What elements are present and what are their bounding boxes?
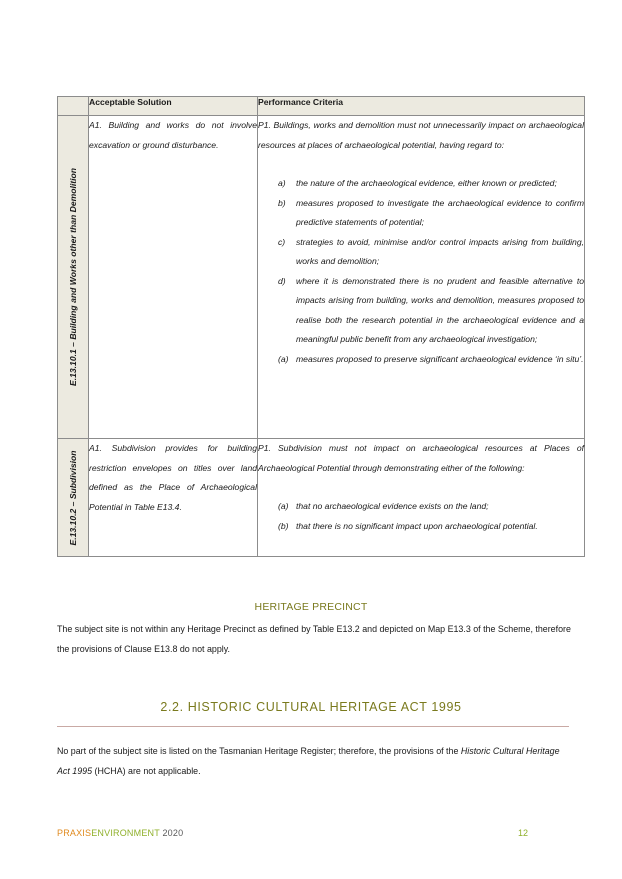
list-item-text: measures proposed to investigate the archaeological evidence to confirm predictive statements of potential; — [296, 197, 584, 227]
list-item-text: that there is no significant impact upon archaeological potential. — [296, 520, 538, 531]
list-item — [258, 194, 584, 233]
section-body-end: (HCHA) are not applicable. — [92, 765, 201, 776]
list-marker: b) — [278, 197, 286, 208]
list-item-text: measures proposed to preserve significant archaeological evidence ‘in situ’. — [296, 353, 584, 364]
list-marker: (b) — [278, 520, 289, 531]
acceptable-solution-cell — [89, 439, 258, 557]
header-acceptable-solution: Acceptable Solution — [89, 97, 258, 116]
act-name: Historic Cultural Heritage Act 1995 — [57, 746, 560, 776]
criteria-intro: P1. Buildings, works and demolition must not unnecessarily impact on archaeological resources at places of archaeological potential, having regard to: — [258, 120, 584, 150]
heritage-precinct-body: The subject site is not within any Heritage Precinct as defined by Table E13.2 and depicted on Map E13.3 of the Scheme, therefore the provisions of Clause E13.8 do not apply. — [57, 624, 571, 654]
list-item — [258, 174, 584, 194]
acceptable-solution-cell — [89, 116, 258, 439]
criteria-table — [57, 96, 585, 557]
list-item — [258, 233, 584, 272]
list-item — [258, 497, 584, 517]
list-item-text: the nature of the archaeological evidence, either known or predicted; — [296, 178, 557, 188]
criteria-list — [258, 174, 584, 369]
brand-environment: ENVIRONMENT — [91, 828, 160, 838]
header-performance-criteria: Performance Criteria — [258, 97, 585, 116]
clause-cell — [58, 116, 89, 439]
header-blank-cell — [58, 97, 89, 116]
footer-brand — [57, 828, 183, 838]
footer-year: 2020 — [159, 828, 184, 838]
performance-criteria-cell — [258, 439, 585, 557]
criteria-list — [258, 497, 584, 536]
list-marker: a) — [278, 178, 286, 188]
clause-label: E.13.10.2 – Subdivision — [68, 449, 78, 546]
list-item — [258, 272, 584, 350]
list-item — [258, 350, 584, 370]
list-marker: (a) — [278, 501, 289, 511]
brand-praxis: PRAXIS — [57, 828, 92, 838]
acceptable-solution-text: A1. Subdivision provides for building restriction envelopes on titles over land defined as the Place of Archaeological Potential in Table E13.4. — [89, 443, 257, 512]
list-marker: d) — [278, 275, 286, 286]
list-item-text: that no archaeological evidence exists on the land; — [296, 501, 489, 511]
list-marker: (a) — [278, 353, 289, 364]
list-item-text: where it is demonstrated there is no prudent and feasible alternative to impacts arising from building, works and demolition, measures proposed to realise both the research potential in the archaeological evidence and a meaningful public benefit from any archaeological investigation; — [296, 275, 584, 344]
table-row — [58, 439, 585, 557]
clause-label: E.13.10.1 – Building and Works other than Demolition — [68, 167, 78, 387]
section-divider — [57, 726, 569, 727]
section-body — [57, 742, 572, 781]
criteria-intro: P1. Subdivision must not impact on archaeological resources at Places of Archaeological Potential through demonstrating either of the following: — [258, 443, 584, 473]
page-number: 12 — [518, 828, 529, 838]
list-item — [258, 517, 584, 537]
list-marker: c) — [278, 236, 286, 247]
section-heading: 2.2. HISTORIC CULTURAL HERITAGE ACT 1995 — [160, 700, 462, 714]
heritage-precinct-heading: HERITAGE PRECINCT — [254, 601, 368, 613]
acceptable-solution-text: A1. Building and works do not involve excavation or ground disturbance. — [89, 120, 257, 150]
section-body-start: No part of the subject site is listed on the Tasmanian Heritage Register; therefore, the provisions of the — [57, 746, 461, 756]
table-header-row — [58, 97, 585, 116]
list-item-text: strategies to avoid, minimise and/or control impacts arising from building, works and demolition; — [296, 236, 584, 266]
table-row — [58, 116, 585, 439]
clause-cell — [58, 439, 89, 557]
performance-criteria-cell — [258, 116, 585, 439]
